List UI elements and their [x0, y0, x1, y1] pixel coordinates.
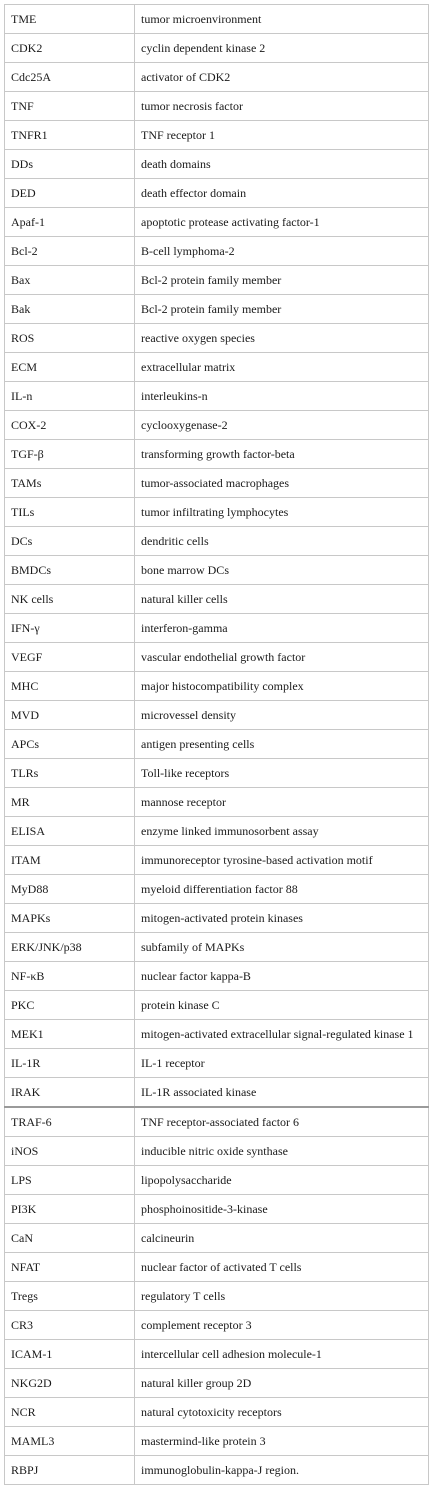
table-row — [5, 701, 429, 730]
definition-cell: tumor necrosis factor — [135, 92, 429, 121]
abbreviation-cell: MAML3 — [5, 1427, 135, 1456]
definition-cell: protein kinase C — [135, 991, 429, 1020]
definition-cell: activator of CDK2 — [135, 63, 429, 92]
abbreviation-cell: CaN — [5, 1224, 135, 1253]
definition-cell: dendritic cells — [135, 527, 429, 556]
abbreviation-cell: RBPJ — [5, 1456, 135, 1485]
table-row — [5, 1137, 429, 1166]
definition-cell: subfamily of MAPKs — [135, 933, 429, 962]
table-row — [5, 5, 429, 34]
abbreviation-cell: Bak — [5, 295, 135, 324]
abbreviation-cell: TAMs — [5, 469, 135, 498]
table-row — [5, 643, 429, 672]
table-row — [5, 759, 429, 788]
abbreviation-cell: PKC — [5, 991, 135, 1020]
table-row — [5, 788, 429, 817]
table-row — [5, 353, 429, 382]
definition-cell: lipopolysaccharide — [135, 1166, 429, 1195]
definition-cell: reactive oxygen species — [135, 324, 429, 353]
abbreviation-cell: MEK1 — [5, 1020, 135, 1049]
table-row — [5, 672, 429, 701]
table-row — [5, 991, 429, 1020]
definition-cell: Toll-like receptors — [135, 759, 429, 788]
table-row — [5, 527, 429, 556]
definition-cell: regulatory T cells — [135, 1282, 429, 1311]
definition-cell: tumor infiltrating lymphocytes — [135, 498, 429, 527]
abbreviation-cell: ECM — [5, 353, 135, 382]
definition-cell: immunoglobulin-kappa-J region. — [135, 1456, 429, 1485]
abbreviation-cell: ROS — [5, 324, 135, 353]
abbreviation-cell: TRAF-6 — [5, 1107, 135, 1137]
abbreviations-table — [4, 4, 429, 1485]
definition-cell: bone marrow DCs — [135, 556, 429, 585]
table-row — [5, 1166, 429, 1195]
definition-cell: phosphoinositide-3-kinase — [135, 1195, 429, 1224]
definition-cell: tumor-associated macrophages — [135, 469, 429, 498]
definition-cell: immunoreceptor tyrosine-based activation motif — [135, 846, 429, 875]
table-row — [5, 1224, 429, 1253]
abbreviation-cell: VEGF — [5, 643, 135, 672]
abbreviation-cell: ELISA — [5, 817, 135, 846]
abbreviation-cell: COX-2 — [5, 411, 135, 440]
definition-cell: nuclear factor kappa-B — [135, 962, 429, 991]
abbreviation-cell: IL-n — [5, 382, 135, 411]
definition-cell: natural killer group 2D — [135, 1369, 429, 1398]
definition-cell: tumor microenvironment — [135, 5, 429, 34]
definition-cell: Bcl-2 protein family member — [135, 295, 429, 324]
abbreviation-cell: Bax — [5, 266, 135, 295]
abbreviation-cell: MAPKs — [5, 904, 135, 933]
abbreviation-cell: NFAT — [5, 1253, 135, 1282]
abbreviation-cell: APCs — [5, 730, 135, 759]
abbreviation-cell: CR3 — [5, 1311, 135, 1340]
abbreviation-cell: Tregs — [5, 1282, 135, 1311]
table-row — [5, 324, 429, 353]
table-row — [5, 1195, 429, 1224]
definition-cell: cyclin dependent kinase 2 — [135, 34, 429, 63]
definition-cell: death effector domain — [135, 179, 429, 208]
table-row — [5, 266, 429, 295]
abbreviation-cell: TGF-β — [5, 440, 135, 469]
abbreviation-cell: ERK/JNK/p38 — [5, 933, 135, 962]
abbreviation-cell: NCR — [5, 1398, 135, 1427]
table-row — [5, 469, 429, 498]
abbreviation-cell: NKG2D — [5, 1369, 135, 1398]
abbreviation-cell: IL-1R — [5, 1049, 135, 1078]
definition-cell: cyclooxygenase-2 — [135, 411, 429, 440]
table-row — [5, 846, 429, 875]
table-row — [5, 34, 429, 63]
table-row — [5, 63, 429, 92]
abbreviation-cell: PI3K — [5, 1195, 135, 1224]
definition-cell: mitogen-activated extracellular signal-regulated kinase 1 — [135, 1020, 429, 1049]
abbreviation-cell: NF-κB — [5, 962, 135, 991]
abbreviation-cell: CDK2 — [5, 34, 135, 63]
abbreviation-cell: LPS — [5, 1166, 135, 1195]
definition-cell: vascular endothelial growth factor — [135, 643, 429, 672]
abbreviation-cell: MHC — [5, 672, 135, 701]
abbreviation-cell: ITAM — [5, 846, 135, 875]
table-row — [5, 614, 429, 643]
table-row — [5, 1107, 429, 1137]
abbreviation-cell: DED — [5, 179, 135, 208]
table-row — [5, 556, 429, 585]
definition-cell: complement receptor 3 — [135, 1311, 429, 1340]
abbreviation-cell: TME — [5, 5, 135, 34]
definition-cell: Bcl-2 protein family member — [135, 266, 429, 295]
definition-cell: death domains — [135, 150, 429, 179]
table-row — [5, 1369, 429, 1398]
abbreviation-cell: MyD88 — [5, 875, 135, 904]
definition-cell: mitogen-activated protein kinases — [135, 904, 429, 933]
definition-cell: TNF receptor-associated factor 6 — [135, 1107, 429, 1137]
abbreviation-cell: TLRs — [5, 759, 135, 788]
definition-cell: major histocompatibility complex — [135, 672, 429, 701]
table-row — [5, 208, 429, 237]
definition-cell: inducible nitric oxide synthase — [135, 1137, 429, 1166]
abbreviation-cell: IRAK — [5, 1078, 135, 1108]
abbreviation-cell: BMDCs — [5, 556, 135, 585]
definition-cell: TNF receptor 1 — [135, 121, 429, 150]
definition-cell: natural killer cells — [135, 585, 429, 614]
table-row — [5, 933, 429, 962]
table-row — [5, 1020, 429, 1049]
definition-cell: apoptotic protease activating factor-1 — [135, 208, 429, 237]
table-row — [5, 121, 429, 150]
table-row — [5, 817, 429, 846]
abbreviation-cell: Bcl-2 — [5, 237, 135, 266]
abbreviation-cell: Apaf-1 — [5, 208, 135, 237]
table-row — [5, 1253, 429, 1282]
abbreviations-table-container — [4, 4, 428, 1485]
table-row — [5, 382, 429, 411]
definition-cell: enzyme linked immunosorbent assay — [135, 817, 429, 846]
definition-cell: IL-1 receptor — [135, 1049, 429, 1078]
definition-cell: interferon-gamma — [135, 614, 429, 643]
definition-cell: intercellular cell adhesion molecule-1 — [135, 1340, 429, 1369]
abbreviation-cell: DDs — [5, 150, 135, 179]
table-row — [5, 1049, 429, 1078]
table-row — [5, 904, 429, 933]
table-row — [5, 585, 429, 614]
definition-cell: B-cell lymphoma-2 — [135, 237, 429, 266]
definition-cell: natural cytotoxicity receptors — [135, 1398, 429, 1427]
definition-cell: nuclear factor of activated T cells — [135, 1253, 429, 1282]
abbreviation-cell: DCs — [5, 527, 135, 556]
table-row — [5, 1340, 429, 1369]
table-row — [5, 1078, 429, 1108]
abbreviation-cell: TNFR1 — [5, 121, 135, 150]
table-row — [5, 1456, 429, 1485]
abbreviation-cell: MR — [5, 788, 135, 817]
abbreviation-cell: NK cells — [5, 585, 135, 614]
abbreviation-cell: IFN-γ — [5, 614, 135, 643]
definition-cell: transforming growth factor-beta — [135, 440, 429, 469]
definition-cell: microvessel density — [135, 701, 429, 730]
definition-cell: extracellular matrix — [135, 353, 429, 382]
table-row — [5, 498, 429, 527]
table-row — [5, 1282, 429, 1311]
abbreviation-cell: TNF — [5, 92, 135, 121]
abbreviation-cell: Cdc25A — [5, 63, 135, 92]
abbreviations-table-body — [5, 5, 429, 1485]
table-row — [5, 730, 429, 759]
table-row — [5, 440, 429, 469]
definition-cell: calcineurin — [135, 1224, 429, 1253]
definition-cell: interleukins-n — [135, 382, 429, 411]
table-row — [5, 962, 429, 991]
table-row — [5, 295, 429, 324]
table-row — [5, 1311, 429, 1340]
abbreviation-cell: iNOS — [5, 1137, 135, 1166]
abbreviation-cell: ICAM-1 — [5, 1340, 135, 1369]
definition-cell: IL-1R associated kinase — [135, 1078, 429, 1108]
abbreviation-cell: MVD — [5, 701, 135, 730]
abbreviation-cell: TILs — [5, 498, 135, 527]
definition-cell: antigen presenting cells — [135, 730, 429, 759]
table-row — [5, 1398, 429, 1427]
table-row — [5, 179, 429, 208]
definition-cell: mannose receptor — [135, 788, 429, 817]
table-row — [5, 1427, 429, 1456]
definition-cell: mastermind-like protein 3 — [135, 1427, 429, 1456]
definition-cell: myeloid differentiation factor 88 — [135, 875, 429, 904]
table-row — [5, 92, 429, 121]
table-row — [5, 150, 429, 179]
table-row — [5, 875, 429, 904]
table-row — [5, 237, 429, 266]
table-row — [5, 411, 429, 440]
